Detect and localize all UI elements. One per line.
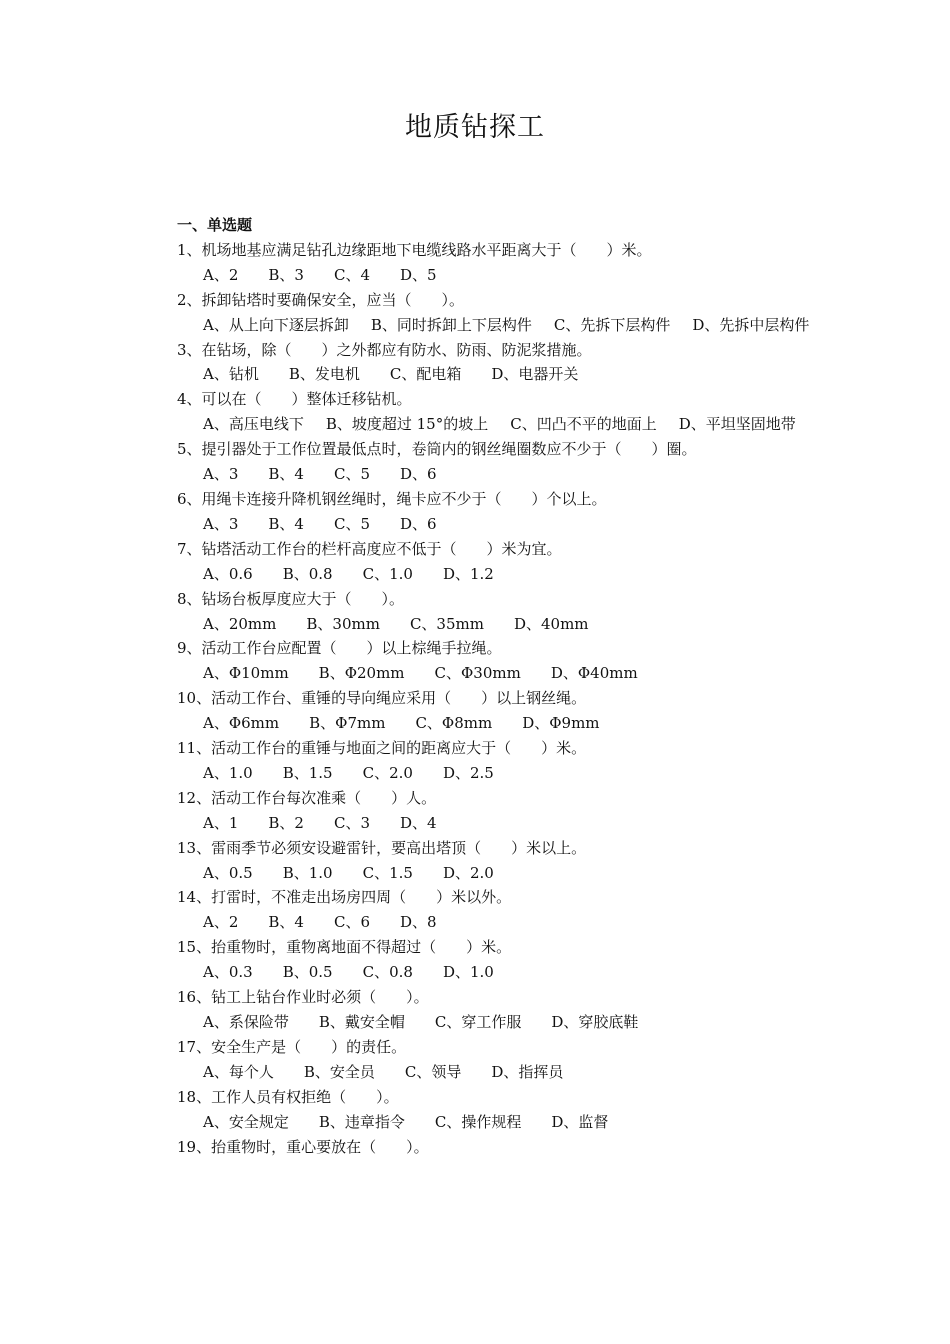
option-c: C、5 <box>333 465 370 484</box>
option-a: A、Φ10mm <box>203 664 289 683</box>
option-a: A、系保险带 <box>203 1013 289 1031</box>
option-a: A、1 <box>203 813 239 832</box>
option-b: B、0.8 <box>282 564 333 583</box>
question-text: 5、提引器处于工作位置最低点时，卷筒内的钢丝绳圈数应不少于（ ）圈。 <box>177 440 697 459</box>
options-row <box>145 960 810 985</box>
option-b: B、1.0 <box>282 863 333 882</box>
option-a: A、Φ6mm <box>203 714 280 733</box>
option-b: B、3 <box>268 265 304 284</box>
option-a: A、3 <box>203 514 239 533</box>
option-d: D、1.0 <box>442 963 494 982</box>
option-d: D、5 <box>400 265 437 284</box>
options-row <box>145 661 810 686</box>
option-d: D、Φ9mm <box>522 714 600 733</box>
option-a: A、1.0 <box>203 763 253 782</box>
option-a: A、2 <box>203 913 239 932</box>
option-c: C、5 <box>333 514 370 533</box>
option-c: C、Φ30mm <box>434 664 521 683</box>
option-a: A、每个人 <box>203 1062 274 1081</box>
option-c: C、1.0 <box>362 564 413 583</box>
question-text: 6、用绳卡连接升降机钢丝绳时，绳卡应不少于（ ）个以上。 <box>177 489 607 508</box>
question-list <box>145 213 810 1159</box>
option-b: B、4 <box>268 514 304 533</box>
section-heading: 一、单选题 <box>177 216 253 234</box>
option-a: A、从上向下逐层拆卸 <box>203 315 349 334</box>
option-b: B、坡度超过 15°的坡上 <box>325 415 489 434</box>
options-row <box>145 861 810 886</box>
question-text: 8、钻场台板厚度应大于（ ）。 <box>177 589 405 608</box>
question-text: 13、雷雨季节必须安设避雷针，要高出塔顶（ ）米以上。 <box>177 838 587 857</box>
option-b: B、戴安全帽 <box>318 1013 405 1031</box>
question-text: 10、活动工作台、重锤的导向绳应采用（ ）以上钢丝绳。 <box>177 689 587 708</box>
options-row <box>145 462 810 487</box>
option-d: D、Φ40mm <box>550 664 638 683</box>
option-c: C、4 <box>333 265 370 284</box>
option-d: D、6 <box>400 514 437 533</box>
options-row <box>145 1060 810 1085</box>
options-row <box>145 612 810 637</box>
option-d: D、2.0 <box>442 863 494 882</box>
option-d: D、4 <box>400 813 437 832</box>
option-c: C、3 <box>333 813 370 832</box>
document-title: 地质钻探工 <box>405 112 545 143</box>
question-text: 4、可以在（ ）整体迁移钻机。 <box>177 390 412 409</box>
option-c: C、6 <box>333 913 370 932</box>
option-d: D、监督 <box>551 1112 609 1131</box>
options-row <box>145 711 810 736</box>
option-a: A、高压电线下 <box>203 415 304 434</box>
option-d: D、电器开关 <box>491 365 579 384</box>
option-b: B、30mm <box>306 614 380 633</box>
question-text: 15、抬重物时，重物离地面不得超过（ ）米。 <box>177 938 512 957</box>
options-row <box>145 263 810 288</box>
options-row <box>145 811 810 836</box>
options-row <box>145 761 810 786</box>
question-text: 19、抬重物时，重心要放在（ ）。 <box>177 1137 429 1156</box>
option-a: A、0.5 <box>203 863 253 882</box>
option-d: D、先拆中层构件 <box>692 315 810 334</box>
option-b: B、发电机 <box>288 365 360 384</box>
option-b: B、安全员 <box>303 1062 375 1081</box>
question-text: 2、拆卸钻塔时要确保安全，应当（ ）。 <box>177 290 465 309</box>
option-d: D、指挥员 <box>491 1062 564 1081</box>
option-c: C、35mm <box>409 614 484 633</box>
option-a: A、3 <box>203 465 239 484</box>
option-c: C、领导 <box>404 1062 462 1081</box>
option-b: B、Φ7mm <box>309 714 386 733</box>
option-a: A、2 <box>203 265 239 284</box>
options-row <box>145 412 810 437</box>
option-a: A、0.3 <box>203 963 253 982</box>
option-a: A、0.6 <box>203 564 253 583</box>
options-row <box>145 1110 810 1135</box>
option-d: D、1.2 <box>442 564 494 583</box>
options-row <box>145 512 810 537</box>
option-b: B、2 <box>268 813 304 832</box>
options-row <box>145 562 810 587</box>
option-c: C、凹凸不平的地面上 <box>510 415 657 434</box>
option-c: C、先拆下层构件 <box>553 315 671 334</box>
option-b: B、同时拆卸上下层构件 <box>370 315 532 334</box>
option-b: B、Φ20mm <box>318 664 405 683</box>
question-text: 7、钻塔活动工作台的栏杆高度应不低于（ ）米为宜。 <box>177 539 562 558</box>
option-b: B、0.5 <box>282 963 333 982</box>
options-row <box>145 1010 810 1035</box>
question-text: 12、活动工作台每次准乘（ ）人。 <box>177 788 437 807</box>
question-text: 11、活动工作台的重锤与地面之间的距离应大于（ ）米。 <box>177 739 587 758</box>
option-d: D、6 <box>400 465 437 484</box>
question-text: 3、在钻场，除（ ）之外都应有防水、防雨、防泥浆措施。 <box>177 340 592 359</box>
option-d: D、8 <box>400 913 437 932</box>
question-text: 1、机场地基应满足钻孔边缘距地下电缆线路水平距离大于（ ）米。 <box>177 240 652 259</box>
question-text: 9、活动工作台应配置（ ）以上棕绳手拉绳。 <box>177 639 502 658</box>
question-text: 17、安全生产是（ ）的责任。 <box>177 1037 407 1056</box>
option-c: C、2.0 <box>362 763 413 782</box>
option-a: A、20mm <box>203 614 277 633</box>
option-a: A、安全规定 <box>203 1112 289 1131</box>
option-b: B、4 <box>268 465 304 484</box>
option-b: B、4 <box>268 913 304 932</box>
option-c: C、1.5 <box>362 863 413 882</box>
option-c: C、配电箱 <box>389 365 462 384</box>
option-c: C、穿工作服 <box>434 1013 522 1031</box>
option-d: D、40mm <box>513 614 589 633</box>
question-text: 18、工作人员有权拒绝（ ）。 <box>177 1087 399 1106</box>
option-b: B、1.5 <box>282 763 333 782</box>
option-d: D、2.5 <box>442 763 494 782</box>
options-row <box>145 910 810 935</box>
option-d: D、平坦坚固地带 <box>678 415 796 434</box>
option-c: C、0.8 <box>362 963 413 982</box>
question-text: 14、打雷时，不准走出场房四周（ ）米以外。 <box>177 888 512 907</box>
options-row <box>145 362 810 387</box>
option-a: A、钻机 <box>203 365 259 384</box>
option-d: D、穿胶底鞋 <box>551 1013 639 1031</box>
option-b: B、违章指令 <box>318 1112 405 1131</box>
option-c: C、Φ8mm <box>415 714 493 733</box>
options-row <box>145 313 810 338</box>
question-text: 16、钻工上钻台作业时必须（ ）。 <box>177 988 429 1007</box>
option-c: C、操作规程 <box>434 1112 522 1131</box>
